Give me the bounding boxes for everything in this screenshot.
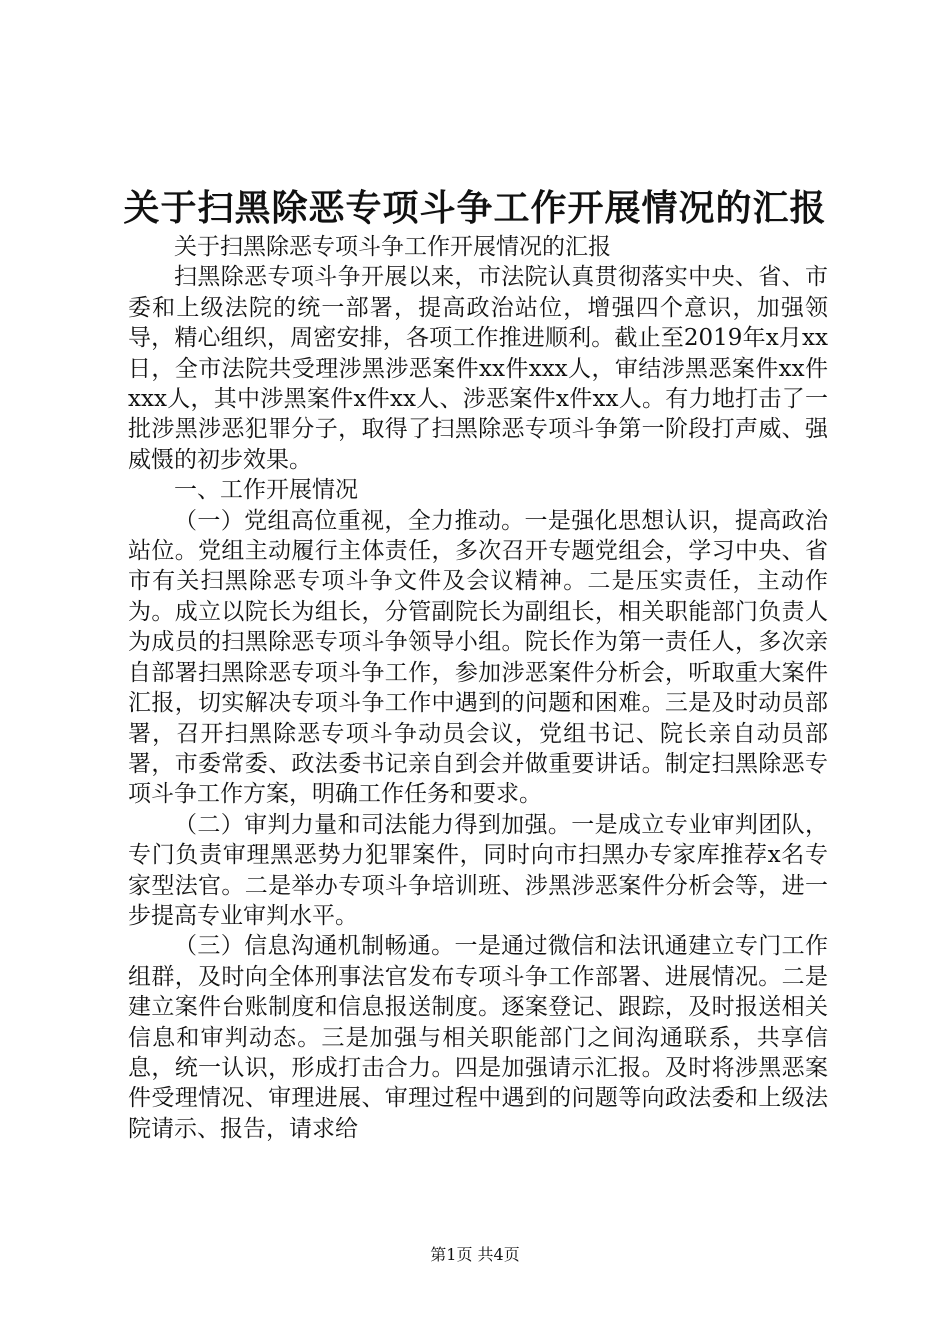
- page-number-footer: 第1页 共4页: [430, 1245, 520, 1264]
- document-body: [128, 232, 828, 1144]
- intro-paragraph: 扫黑除恶专项斗争开展以来，市法院认真贯彻落实中央、省、市委和上级法院的统一部署，提高政治站位，增强四个意识，加强领导，精心组织，周密安排，各项工作推进顺利。截止至2019年x月xx日，全市法院共受理涉黑涉恶案件xx件xxx人，审结涉黑恶案件xx件xxx人，其中涉黑案件x件xx人、涉恶案件x件xx人。有力地打击了一批涉黑涉恶犯罪分子，取得了扫黑除恶专项斗争第一阶段打声威、强威慑的初步效果。: [128, 264, 828, 473]
- page-title: 关于扫黑除恶专项斗争工作开展情况的汇报: [123, 187, 827, 229]
- section-1-paragraph: （一）党组高位重视，全力推动。一是强化思想认识，提高政治站位。党组主动履行主体责任，多次召开专题党组会，学习中央、省市有关扫黑除恶专项斗争文件及会议精神。二是压实责任，主动作为。成立以院长为组长，分管副院长为副组长，相关职能部门负责人为成员的扫黑除恶专项斗争领导小组。院长作为第一责任人，多次亲自部署扫黑除恶专项斗争工作，参加涉恶案件分析会，听取重大案件汇报，切实解决专项斗争工作中遇到的问题和困难。三是及时动员部署，召开扫黑除恶专项斗争动员会议，党组书记、院长亲自动员部署，市委常委、政法委书记亲自到会并做重要讲话。制定扫黑除恶专项斗争工作方案，明确工作任务和要求。: [128, 507, 828, 808]
- subtitle-paragraph: 关于扫黑除恶专项斗争工作开展情况的汇报: [174, 234, 611, 260]
- section-2-paragraph: （二）审判力量和司法能力得到加强。一是成立专业审判团队，专门负责审理黑恶势力犯罪案件，同时向市扫黑办专家库推荐x名专家型法官。二是举办专项斗争培训班、涉黑涉恶案件分析会等，进一步提高专业审判水平。: [128, 811, 828, 929]
- section-heading: 一、工作开展情况: [174, 477, 358, 504]
- section-3-paragraph: （三）信息沟通机制畅通。一是通过微信和法讯通建立专门工作组群，及时向全体刑事法官发布专项斗争工作部署、进展情况。二是建立案件台账制度和信息报送制度。逐案登记、跟踪，及时报送相关信息和审判动态。三是加强与相关职能部门之间沟通联系，共享信息，统一认识，形成打击合力。四是加强请示汇报。及时将涉黑恶案件受理情况、审理进展、审理过程中遇到的问题等向政法委和上级法院请示、报告，请求给: [128, 933, 828, 1142]
